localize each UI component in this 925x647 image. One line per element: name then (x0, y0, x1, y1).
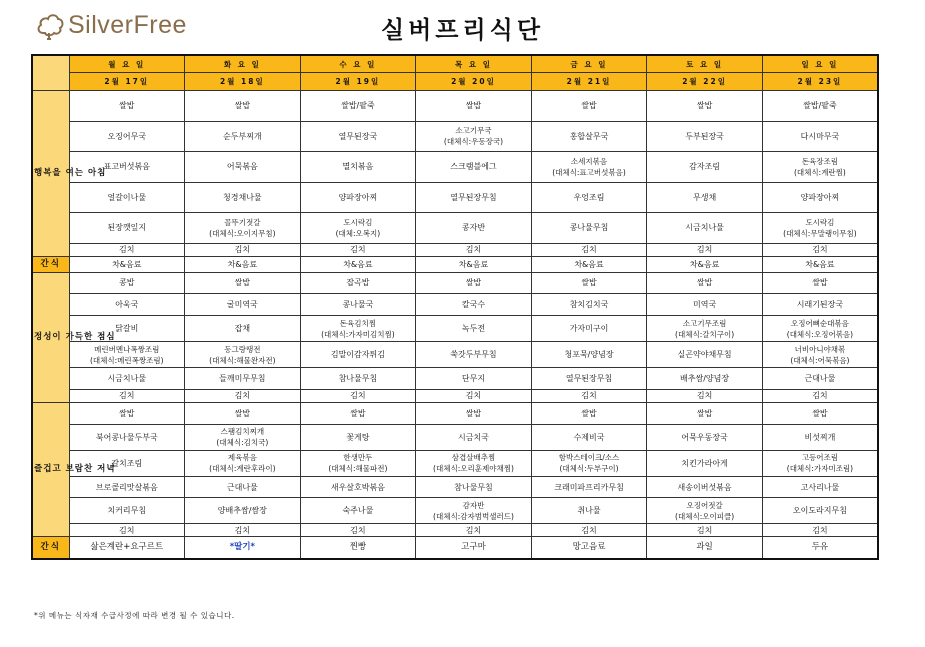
menu-cell: 된장깻잎지 (69, 213, 185, 244)
menu-cell: 차&음료 (647, 256, 763, 272)
menu-cell: 김치 (416, 389, 532, 402)
menu-cell: 쌀밥 (531, 91, 647, 122)
menu-cell: 쌀밥 (531, 272, 647, 294)
menu-cell: 김치 (762, 389, 878, 402)
menu-cell: 감자조림 (647, 152, 763, 183)
menu-cell: 무생채 (647, 182, 763, 213)
menu-item-alternative: (대체식:메린폭짱조림) (89, 355, 164, 365)
menu-cell (185, 342, 301, 368)
menu-item-alternative: (대체식:김치국) (216, 438, 269, 448)
menu-cell: 쌀밥 (185, 402, 301, 424)
meal-label-lunch: 정성이 가득한 점심 (32, 272, 69, 402)
menu-row (32, 342, 878, 368)
menu-cell: 비섯찌개 (762, 424, 878, 450)
menu-cell: 어묵우동장국 (647, 424, 763, 450)
menu-cell: 쌀밥 (762, 272, 878, 294)
menu-cell: 김치 (531, 524, 647, 537)
page-title: 실버프리식단 (380, 16, 545, 44)
menu-cell: 단무지 (416, 368, 532, 390)
menu-item-alternative: (대체식:무말랭이무침) (783, 228, 857, 238)
menu-cell (185, 424, 301, 450)
menu-cell: 오이도라지무침 (762, 498, 878, 524)
menu-cell (762, 152, 878, 183)
menu-cell: 굴미역국 (185, 294, 301, 316)
menu-row (32, 402, 878, 424)
menu-cell: 들깨미무무침 (185, 368, 301, 390)
menu-cell: 참나물무침 (300, 368, 416, 390)
menu-cell: 순두부찌개 (185, 121, 301, 152)
menu-cell: 시금치나물 (647, 213, 763, 244)
date-header: 2월 19일 (300, 73, 416, 91)
menu-cell: 고구마 (416, 537, 532, 560)
menu-row (32, 121, 878, 152)
menu-cell: 김치 (69, 243, 185, 256)
menu-item-alternative: (대체식:오징어볶음) (786, 329, 854, 339)
menu-item-alternative: (대체식:표고버섯볶음) (552, 167, 626, 177)
menu-cell: 청포묵/양념장 (531, 342, 647, 368)
menu-row (32, 182, 878, 213)
menu-cell: 새우살호박볶음 (300, 476, 416, 498)
menu-item: 제육볶음 (227, 453, 257, 463)
menu-cell: 김치 (762, 524, 878, 537)
menu-item: 삼겹살배추찜 (451, 453, 496, 463)
menu-cell: 김치 (300, 243, 416, 256)
meal-label-snack1: 간식 (32, 256, 69, 272)
menu-item: 고등어조림 (801, 453, 839, 463)
menu-cell (647, 316, 763, 342)
day-header: 수 요 일 (300, 55, 416, 73)
menu-row (32, 272, 878, 294)
menu-cell: 쌀밥/팥죽 (300, 91, 416, 122)
menu-cell: 숙주나물 (300, 498, 416, 524)
menu-cell: 김치 (185, 524, 301, 537)
menu-cell: 근대나물 (185, 476, 301, 498)
menu-cell (416, 450, 532, 476)
menu-cell (531, 450, 647, 476)
menu-cell: 북어콩나물두부국 (69, 424, 185, 450)
menu-cell: 쌀밥 (416, 91, 532, 122)
menu-item: 메린버멘나폭짱조림 (94, 344, 160, 354)
menu-item-alternative: (대체식:해물파전) (328, 464, 388, 474)
menu-cell: 열무된장국 (300, 121, 416, 152)
menu-row (32, 213, 878, 244)
menu-cell: 김치 (69, 389, 185, 402)
menu-item: 오징어뼈순대볶음 (790, 318, 849, 328)
menu-row (32, 152, 878, 183)
menu-cell: 차&음료 (531, 256, 647, 272)
date-header: 2월 20일 (416, 73, 532, 91)
menu-item: 너비아니야채볶 (794, 344, 846, 354)
menu-cell: 차&음료 (762, 256, 878, 272)
menu-item-alternative: (대체식:가자미김치찜) (321, 329, 395, 339)
menu-item-alternative: (대체:오복지) (335, 228, 381, 238)
day-header: 목 요 일 (416, 55, 532, 73)
menu-cell: 김치 (647, 524, 763, 537)
menu-cell: 얼갈이나물 (69, 182, 185, 213)
menu-item-alternative: (대체식:우동장국) (443, 137, 504, 147)
menu-cell: 김치 (531, 243, 647, 256)
menu-cell: 닭갈비 (69, 316, 185, 342)
menu-cell: 쌀밥 (300, 402, 416, 424)
menu-cell: 다시마무국 (762, 121, 878, 152)
menu-row (32, 316, 878, 342)
footnote: *위 메뉴는 식자재 수급사정에 따라 변경 될 수 있습니다. (34, 611, 235, 620)
menu-cell: 쌀밥 (416, 272, 532, 294)
menu-cell: 쌀밥 (69, 91, 185, 122)
menu-cell: 열무된장무침 (531, 368, 647, 390)
menu-cell: 쌀밥 (69, 402, 185, 424)
menu-cell: 양배추쌈/쌈장 (185, 498, 301, 524)
menu-cell: 배추쌈/양념장 (647, 368, 763, 390)
menu-cell: 시금치나물 (69, 368, 185, 390)
menu-cell: 근대나물 (762, 368, 878, 390)
menu-cell: 브로콜리맛살볶음 (69, 476, 185, 498)
menu-cell: 콩나물무침 (531, 213, 647, 244)
menu-cell: 찐빵 (300, 537, 416, 560)
menu-cell: 김치 (416, 524, 532, 537)
menu-item-alternative: (대체식:가자미조림) (786, 464, 854, 474)
menu-item-alternative: (대체식:감자범벅샐러드) (433, 511, 514, 521)
menu-cell: 쌀밥 (531, 402, 647, 424)
menu-item-alternative: (대체식:오이지무침) (209, 228, 276, 238)
menu-cell: 김치 (300, 524, 416, 537)
menu-cell: 참치김치국 (531, 294, 647, 316)
menu-cell: 멸치볶음 (300, 152, 416, 183)
menu-cell (647, 498, 763, 524)
menu-item-alternative: (대체식:해물완자전) (209, 355, 276, 365)
menu-item-alternative: (대체식:오이피클) (675, 511, 735, 521)
menu-cell (416, 498, 532, 524)
menu-cell: 새송이버섯볶음 (647, 476, 763, 498)
menu-cell (300, 213, 416, 244)
date-header: 2월 22일 (647, 73, 763, 91)
menu-cell: 쑥갓두부무침 (416, 342, 532, 368)
menu-cell (300, 450, 416, 476)
menu-item: 동그랑땡전 (224, 344, 261, 354)
menu-table (31, 54, 879, 560)
menu-cell: 크래미파프리카무침 (531, 476, 647, 498)
menu-cell: 차&음료 (416, 256, 532, 272)
menu-item: 소세지볶음 (570, 156, 608, 166)
header-dates-row (32, 73, 878, 91)
menu-cell: 쌀밥/팥죽 (762, 91, 878, 122)
menu-cell: 쌀밥 (647, 402, 763, 424)
logo-text: SilverFree (68, 10, 187, 39)
menu-row (32, 424, 878, 450)
menu-cell: 꽃게탕 (300, 424, 416, 450)
menu-cell (185, 213, 301, 244)
menu-cell: 콩밥 (69, 272, 185, 294)
meal-label-breakfast: 행복을 여는 아침 (32, 91, 69, 257)
snack-row (32, 256, 878, 272)
menu-cell: 가자미구이 (531, 316, 647, 342)
menu-cell: 치킨가라아게 (647, 450, 763, 476)
menu-cell: 갈치조림 (69, 450, 185, 476)
menu-item-alternative: (대체식:어묵볶음) (790, 355, 850, 365)
menu-cell: 삶은계란+요구르트 (69, 537, 185, 560)
menu-row (32, 243, 878, 256)
menu-cell: 어묵볶음 (185, 152, 301, 183)
menu-item: 스팸김치찌개 (220, 427, 265, 437)
menu-cell: 아욱국 (69, 294, 185, 316)
menu-item-alternative: (대체식:갈치구이) (675, 329, 735, 339)
menu-cell: *딸기* (185, 537, 301, 560)
menu-item: 도시락김 (805, 217, 835, 227)
menu-cell: 차&음료 (69, 256, 185, 272)
menu-item-alternative: (대체식:계란후라이) (209, 464, 276, 474)
menu-cell: 잡곡밥 (300, 272, 416, 294)
menu-cell: 김치 (762, 243, 878, 256)
menu-item-alternative: (대체식:오리훈제야채찜) (433, 464, 514, 474)
menu-cell (300, 316, 416, 342)
menu-cell (762, 342, 878, 368)
menu-cell: 우엉조림 (531, 182, 647, 213)
menu-cell: 김치 (185, 243, 301, 256)
menu-cell: 열무된장무침 (416, 182, 532, 213)
menu-cell: 쌀밥 (185, 91, 301, 122)
menu-cell: 쌀밥 (762, 402, 878, 424)
menu-item: 도시락김 (343, 217, 373, 227)
menu-cell: 표고버섯볶음 (69, 152, 185, 183)
menu-cell: 김치 (647, 389, 763, 402)
menu-cell: 김치 (531, 389, 647, 402)
menu-cell: 콩나물국 (300, 294, 416, 316)
meal-label-snack2: 간식 (32, 537, 69, 560)
menu-cell: 홍합살무국 (531, 121, 647, 152)
menu-item: 함박스테이크/소스 (558, 453, 620, 463)
menu-item: 돈육장조림 (801, 156, 839, 166)
menu-item-alternative: (대체식:계란찜) (794, 167, 846, 177)
menu-cell: 고사리나물 (762, 476, 878, 498)
menu-row (32, 498, 878, 524)
menu-cell: 쌀밥 (647, 272, 763, 294)
menu-row (32, 389, 878, 402)
menu-row (32, 294, 878, 316)
date-header: 2월 23일 (762, 73, 878, 91)
menu-cell (762, 316, 878, 342)
day-header: 월 요 일 (69, 55, 185, 73)
menu-row (32, 524, 878, 537)
menu-cell: 잡채 (185, 316, 301, 342)
menu-cell (531, 152, 647, 183)
menu-cell: 쌀밥 (185, 272, 301, 294)
menu-cell (69, 342, 185, 368)
menu-item: 소고기무조림 (682, 318, 727, 328)
menu-cell: 콩자반 (416, 213, 532, 244)
menu-cell: 김치 (69, 524, 185, 537)
date-header: 2월 21일 (531, 73, 647, 91)
menu-cell: 김치 (300, 389, 416, 402)
menu-cell (185, 450, 301, 476)
meal-label-dinner: 즐겁고 보람찬 저녁 (32, 402, 69, 537)
day-header: 토 요 일 (647, 55, 763, 73)
menu-cell: 과일 (647, 537, 763, 560)
menu-cell: 양파장아찌 (300, 182, 416, 213)
menu-cell: 취나물 (531, 498, 647, 524)
menu-cell: 김치 (647, 243, 763, 256)
menu-cell: 녹두전 (416, 316, 532, 342)
menu-item: 돈육김치찜 (339, 318, 377, 328)
menu-cell: 오징어무국 (69, 121, 185, 152)
menu-row (32, 450, 878, 476)
menu-cell (762, 450, 878, 476)
menu-item: 소고기무국 (455, 126, 492, 136)
menu-cell: 청경채나물 (185, 182, 301, 213)
menu-item-alternative: (대체식:두부구이) (559, 464, 619, 474)
menu-cell: 수제비국 (531, 424, 647, 450)
menu-cell (762, 213, 878, 244)
header-days-row (32, 55, 878, 73)
menu-cell: 두유 (762, 537, 878, 560)
menu-cell: 참나물무침 (416, 476, 532, 498)
menu-cell: 실곤약야채무침 (647, 342, 763, 368)
date-header: 2월 17일 (69, 73, 185, 91)
menu-cell: 쌀밥 (416, 402, 532, 424)
menu-item: 감자반 (462, 500, 485, 510)
menu-cell: 스크램블에그 (416, 152, 532, 183)
menu-cell: 칼국수 (416, 294, 532, 316)
menu-cell: 쌀밥 (647, 91, 763, 122)
corner-cell (32, 55, 69, 91)
menu-cell: 김말이감자튀김 (300, 342, 416, 368)
snack-row (32, 537, 878, 560)
menu-cell: 시래기된장국 (762, 294, 878, 316)
menu-cell: 두부된장국 (647, 121, 763, 152)
menu-cell (416, 121, 532, 152)
menu-item: 꼴뚜기젓갈 (224, 217, 261, 227)
menu-item: 오징어젓갈 (686, 500, 723, 510)
menu-cell: 김치 (416, 243, 532, 256)
day-header: 화 요 일 (185, 55, 301, 73)
menu-row (32, 476, 878, 498)
menu-cell: 양파장아찌 (762, 182, 878, 213)
menu-cell: 치커리무침 (69, 498, 185, 524)
day-header: 금 요 일 (531, 55, 647, 73)
menu-cell: 미역국 (647, 294, 763, 316)
menu-row (32, 91, 878, 122)
menu-item: 한생만두 (343, 453, 373, 463)
menu-cell: 차&음료 (300, 256, 416, 272)
menu-cell: 김치 (185, 389, 301, 402)
date-header: 2월 18일 (185, 73, 301, 91)
menu-row (32, 368, 878, 390)
menu-cell: 차&음료 (185, 256, 301, 272)
menu-cell: 시금치국 (416, 424, 532, 450)
day-header: 일 요 일 (762, 55, 878, 73)
menu-cell: 망고음료 (531, 537, 647, 560)
